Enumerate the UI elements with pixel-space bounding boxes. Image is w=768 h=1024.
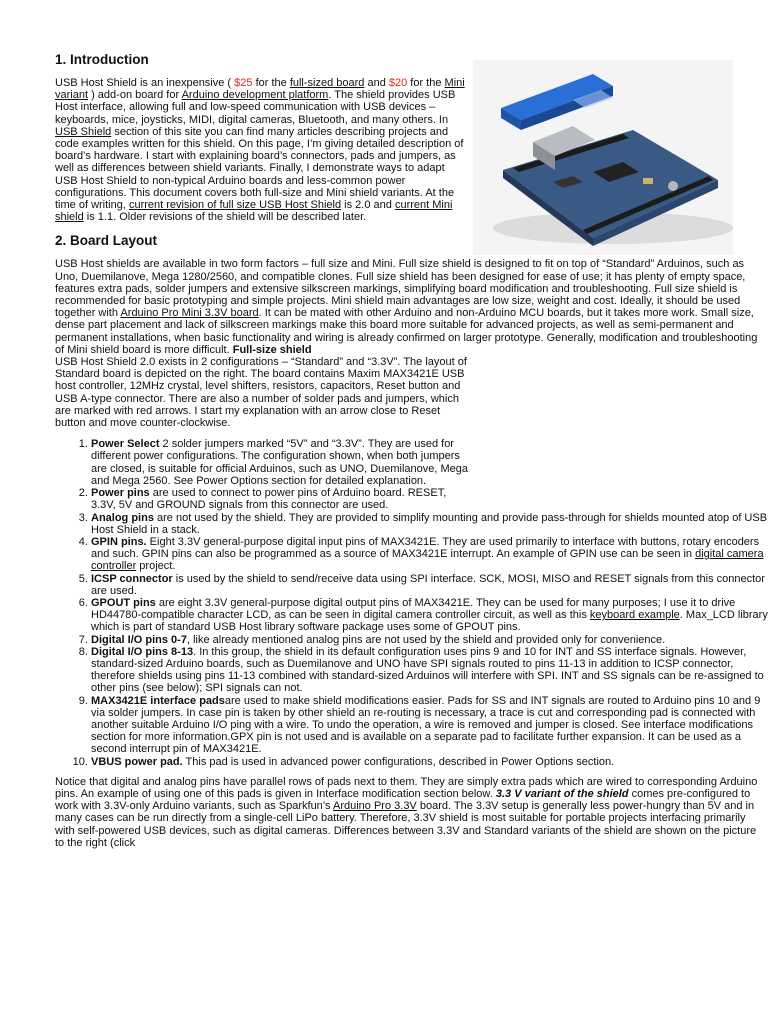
link-mini-variant[interactable]: Mini variant: [55, 77, 465, 102]
intro-heading: 1. Introduction: [55, 52, 149, 67]
list-item: [91, 756, 768, 768]
item-title: Power pins: [91, 487, 150, 500]
link-full-sized-board[interactable]: full-sized board: [289, 77, 365, 89]
intro-text: and: [364, 77, 389, 89]
list-item: [91, 646, 768, 695]
board-layout-paragraph: [55, 258, 768, 356]
list-item: [91, 634, 768, 646]
list-item: [91, 536, 768, 573]
item-text: Eight 3.3V general-purpose digital input pins of MAX3421E. They are used primarily to interface with buttons, rotary encoders and such. GPIN pins can also be programmed as a source of MAX3421E interrupt. An example of GPIN use can be seen in: [91, 535, 760, 561]
variant-33v-label: 3.3 V variant of the shield: [495, 787, 629, 800]
item-title: GPIN pins.: [91, 535, 147, 548]
item-title: Power Select: [91, 438, 160, 451]
link-current-mini[interactable]: current Mini shield: [55, 199, 453, 224]
link-usb-shield[interactable]: USB Shield: [55, 125, 112, 138]
list-item: [91, 573, 768, 597]
link-current-full-size[interactable]: current revision of full size USB Host Shield: [128, 199, 342, 212]
item-text: are not used by the shield. They are provided to simplify mounting and provide pass-through for shields mounted atop of USB Host Shield in a stack.: [91, 511, 768, 536]
item-title: VBUS power pad.: [91, 755, 183, 768]
item-title: Digital I/O pins 0-7: [91, 633, 187, 646]
body-text: comes pre-configured to work with 3.3V-only Arduino variants, such as Sparkfun’s: [55, 787, 751, 813]
article-content: [55, 52, 768, 849]
list-item: [91, 695, 768, 756]
body-text: . It can be mated with other Arduino and non-Arduino MCU boards, but it takes more work. Small size, dense part placement and lack of silkscreen markings make this board more suitable for advanced projects, as well as semi-permanent and permanent installations, when basic functionality and wiring is already confirmed on larger prototype. Generally, modification and troubleshooting of Mini shield board is more difficult.: [55, 307, 758, 356]
intro-text: for the: [407, 77, 445, 89]
intro-text: ) add-on board for: [88, 89, 182, 102]
list-item: [91, 597, 768, 634]
usb-host-shield-photo: [473, 60, 733, 255]
pads-list: [55, 438, 768, 767]
link-arduino-pro-33v[interactable]: Arduino Pro 3.3V: [333, 800, 417, 813]
intro-text: for the: [252, 77, 290, 89]
list-item: [91, 487, 469, 511]
price-mini: $20: [388, 77, 408, 89]
item-title: Analog pins: [91, 511, 154, 524]
item-text: . In this group, the shield in its default configuration uses pins 9 and 10 for INT and SS interface signals. However, standard-sized Arduino boards, such as Duemilanove and UNO have SPI signals routed to pins 11-13 in addition to ICSP connector, therefore shields using pins 11-13 combined with standard-sized Arduinos will interfere with SPI. INT and SS signals can be re-assigned to other pins (see below); SPI signals can not.: [91, 645, 764, 695]
link-keyboard-example[interactable]: keyboard example: [589, 609, 680, 622]
body-text: board. The 3.3V setup is generally less power-hungry than 5V and in many cases can be run directly from a single-cell LiPo battery. Therefore, 3.3V shield is most suitable for portable projects interfacing primarily with self-powered USB devices, such as digital cameras. Differences between 3.3V and Standard variants of the shield are shown on the picture to the right (click: [55, 800, 757, 849]
board-layout-heading: 2. Board Layout: [55, 233, 158, 249]
link-arduino-platform[interactable]: Arduino development platform: [181, 89, 329, 102]
item-text: , like already mentioned analog pins are not used by the shield and provided only for convenience.: [186, 633, 666, 646]
item-text: project.: [136, 560, 176, 573]
intro-text: is 2.0 and: [341, 199, 395, 212]
item-title: Digital I/O pins 8-13: [91, 645, 194, 658]
full-size-shield-label: Full-size shield: [232, 343, 312, 356]
intro-text: . The shield provides USB Host interface, allowing full and low-speed communication with USB devices – keyboards, mice, joysticks, MIDI, digital cameras, Bluetooth, and many others. In: [55, 89, 456, 126]
usb-host-shield-illustration: [473, 60, 733, 255]
list-item: [91, 438, 469, 487]
item-title: MAX3421E interface pads: [91, 694, 225, 707]
link-arduino-pro-mini[interactable]: Arduino Pro Mini 3.3V board: [120, 307, 259, 320]
variants-paragraph: [55, 776, 768, 849]
body-text: Notice that digital and analog pins have parallel rows of pads next to them. They are simply extra pads which are wired to corresponding Arduino pins. An example of using one of this pads is given in Interface modification section below.: [55, 775, 758, 800]
item-text: are eight 3.3V general-purpose digital output pins of MAX3421E. They can be used for many purposes; I use it to drive HD44780-compatible character LCD, as can be seen in digital camera controller circuit, as well as this: [91, 596, 736, 622]
item-text: are used to connect to power pins of Arduino board. RESET, 3.3V, 5V and GROUND signals from this connector are used.: [91, 487, 447, 512]
item-text: is used by the shield to send/receive data using SPI interface. SCK, MOSI, MISO and RESET signals from this connector are used.: [91, 572, 765, 597]
item-text: . Max_LCD library which is part of standard USB Host library software package uses some of GPOUT pins.: [91, 609, 768, 634]
item-title: GPOUT pins: [91, 596, 156, 609]
full-size-description: USB Host Shield 2.0 exists in 2 configurations – “Standard” and “3.3V”. The layout of Standard board is depicted on the right. The board contains Maxim MAX3421E USB host controller, 12MHz crystal, level shifters, resistors, capacitors, Reset button and USB A-type connector. There are also a number of solder pads and jumpers, which are marked with red arrows. I start my explanation with an arrow close to Reset button and move counter-clockwise.: [55, 356, 467, 430]
body-text: USB Host shields are available in two form factors – full size and Mini. Full size shield is designed to fit on top of “Standard” Arduinos, such as Uno, Duemilanove, Mega 1280/2560, and compatible clones. Full size shield has been designed for ease of use; it has plenty of empty space, features extra pads, solder jumpers and extensive silkscreen markings, simplifying board modification and troubleshooting. Full size shield is recommended for basic prototyping and simple projects. Mini shield main advantages are low size, weight and cost. Ideally, it should be used together with: [55, 258, 746, 320]
link-digital-camera-controller[interactable]: digital camera controller: [91, 548, 764, 573]
item-text: This pad is used in advanced power configurations, described in Power Options section.: [182, 755, 615, 768]
item-title: ICSP connector: [91, 572, 173, 585]
intro-text: USB Host Shield is an inexpensive (: [55, 77, 235, 89]
intro-paragraph: [55, 77, 465, 223]
item-text: 2 solder jumpers marked “5V” and “3.3V”. They are used for different power configurations. The configuration shown, when both jumpers are closed, is suitable for official Arduinos, such as UNO, Duemilanove, Mega and Mega 2560. See Power Options section for detailed explanation.: [91, 438, 469, 487]
list-item: [91, 512, 768, 536]
intro-text: section of this site you can find many articles describing projects and code examples written for this shield. On this page, I’m giving detailed description of board’s hardware. I start with explaining board’s connectors, pads and jumpers, as well as differences between shield variants. Finally, I demonstrate ways to adapt USB Host Shield to non-typical Arduino boards and less-common power configurations. This document covers both full-size and Mini shield variants. At the time of writing,: [55, 125, 464, 212]
price-full: $25: [234, 77, 253, 89]
intro-text: is 1.1. Older revisions of the shield will be described later.: [83, 211, 367, 224]
item-text: are used to make shield modifications easier. Pads for SS and INT signals are routed to Arduino pins 10 and 9 via solder jumpers. In case pin is taken by other shield an re-routing is necessary, a trace is cut and corresponding pad is connected with another suitable Arduino I/O ping with a wire. To undo the operation, a wire is removed and jumper is closed. See interface modifications section for more information.GPX pin is not used and is available on a separate pad to facilitate further expansion. It can be used as a second interrupt pin of MAX3421E.: [91, 694, 761, 756]
